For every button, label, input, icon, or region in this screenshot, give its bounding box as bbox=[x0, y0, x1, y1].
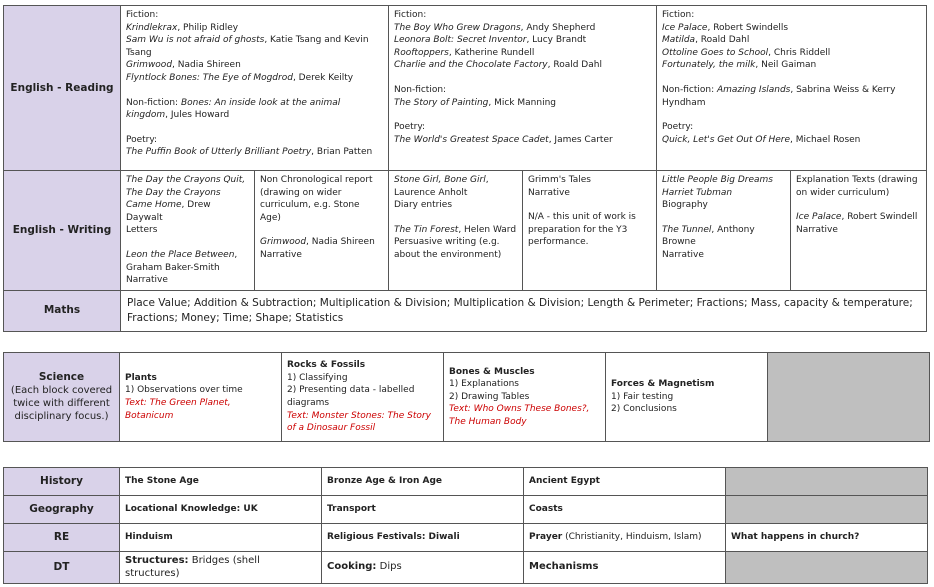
fiction-label: Fiction: bbox=[662, 10, 695, 20]
note: N/A - this unit of work is preparation for the Y3 performance. bbox=[528, 212, 636, 248]
book-title: Amazing Islands bbox=[716, 84, 791, 95]
maths-row bbox=[4, 290, 927, 331]
foundation-table bbox=[3, 467, 928, 584]
reading-col-3 bbox=[657, 6, 927, 171]
book-entry bbox=[394, 34, 651, 47]
nonfiction-label: Non-fiction: bbox=[126, 97, 181, 108]
science-block-rocks bbox=[282, 353, 444, 442]
empty-cell bbox=[768, 353, 930, 442]
history-row bbox=[4, 468, 928, 496]
re-label: RE bbox=[4, 524, 120, 552]
fiction-label: Fiction: bbox=[394, 10, 427, 20]
topic-cell: Hinduism bbox=[120, 524, 322, 552]
book-title: Little People Big Dreams Harriet Tubman bbox=[662, 175, 773, 198]
book-title: Grimwood bbox=[260, 237, 307, 248]
book-title: The World's Greatest Space Cadet bbox=[394, 134, 549, 145]
focus-item: 1) Fair testing bbox=[611, 391, 674, 402]
nonfiction-label: Non-fiction: bbox=[662, 84, 717, 95]
book-entry bbox=[394, 97, 651, 110]
book-entry bbox=[394, 134, 651, 147]
topic-detail: (Christianity, Hinduism, Islam) bbox=[562, 532, 702, 543]
fiction-label: Fiction: bbox=[126, 10, 159, 20]
book-title: Fortunately, the milk bbox=[662, 60, 756, 71]
science-row bbox=[4, 353, 930, 442]
book-author: , Anthony Browne bbox=[662, 224, 755, 248]
writing-cell-6 bbox=[791, 171, 927, 291]
book-title: The Story of Painting bbox=[394, 97, 489, 108]
empty-cell bbox=[726, 552, 928, 584]
focus-item: 1) Explanations bbox=[449, 379, 519, 390]
writing-cell-5 bbox=[657, 171, 791, 291]
book-title: Rooftoppers bbox=[394, 47, 449, 58]
geography-row bbox=[4, 496, 928, 524]
book-entry bbox=[126, 34, 383, 59]
book-author: , Sabrina Weiss & Kerry Hyndham bbox=[662, 84, 896, 108]
geography-label: Geography bbox=[4, 496, 120, 524]
science-block-bones bbox=[444, 353, 606, 442]
book-title: Leonora Bolt: Secret Inventor bbox=[394, 35, 527, 46]
block-text: Text: Who Owns These Bones?, The Human Body bbox=[449, 404, 590, 427]
empty-cell bbox=[726, 496, 928, 524]
book-title: Ice Palace bbox=[796, 212, 842, 223]
topic-cell: Locational Knowledge: UK bbox=[120, 496, 322, 524]
book-title: Stone Girl, Bone Girl bbox=[394, 175, 486, 185]
book-author: , Brian Patten bbox=[311, 147, 373, 158]
genre: Explanation Texts (drawing on wider curriculum) bbox=[796, 175, 918, 198]
topic-cell: What happens in church? bbox=[726, 524, 928, 552]
book-author: , Philip Ridley bbox=[177, 22, 239, 33]
topic-cell bbox=[120, 552, 322, 584]
book-title: Matilda bbox=[662, 35, 696, 46]
science-block-forces bbox=[606, 353, 768, 442]
book-title: The Boy Who Grew Dragons bbox=[394, 22, 521, 33]
book-author: , Michael Rosen bbox=[790, 134, 861, 145]
book-title: Ice Palace bbox=[662, 22, 708, 33]
book-title: Grimm's Tales bbox=[528, 175, 591, 185]
reading-col-1 bbox=[121, 6, 389, 171]
writing-cell-1 bbox=[121, 171, 255, 291]
book-entry bbox=[662, 47, 921, 60]
history-label: History bbox=[4, 468, 120, 496]
science-label-cell bbox=[4, 353, 120, 442]
re-row bbox=[4, 524, 928, 552]
writing-row bbox=[4, 171, 927, 291]
genre: Biography bbox=[662, 200, 708, 211]
writing-label: English - Writing bbox=[4, 171, 121, 291]
book-title: Grimwood bbox=[126, 60, 173, 71]
topic-cell: Mechanisms bbox=[524, 552, 726, 584]
focus-item: 2) Presenting data - labelled diagrams bbox=[287, 385, 415, 408]
book-author: , Katie Tsang and Kevin Tsang bbox=[126, 35, 369, 58]
reading-label: English - Reading bbox=[4, 6, 121, 171]
topic-cell bbox=[524, 524, 726, 552]
book-entry bbox=[126, 146, 383, 159]
book-author: , Derek Keilty bbox=[292, 72, 354, 83]
book-entry bbox=[394, 59, 651, 72]
book-entry bbox=[662, 34, 921, 47]
book-author: , Roald Dahl bbox=[695, 35, 750, 46]
book-author: , Helen Ward bbox=[458, 224, 517, 235]
topic-detail: Bridges (shell structures) bbox=[125, 555, 260, 579]
block-text: Text: The Green Planet, Botanicum bbox=[125, 398, 231, 421]
book-author: , Jules Howard bbox=[165, 110, 230, 121]
book-title: Ottoline Goes to School bbox=[662, 47, 769, 58]
topic-title: Prayer bbox=[529, 532, 563, 543]
book-author: , Lucy Brandt bbox=[526, 35, 587, 46]
book-entry bbox=[126, 72, 383, 85]
book-author: , Robert Swindells bbox=[707, 22, 789, 33]
poetry-label: Poetry: bbox=[394, 122, 426, 133]
book-title: Krindlekrax bbox=[126, 22, 178, 33]
book-title: Leon the Place Between bbox=[126, 249, 235, 260]
dt-row bbox=[4, 552, 928, 584]
science-subtitle: (Each block covered twice with different disciplinary focus.) bbox=[10, 384, 113, 422]
focus-item: 2) Drawing Tables bbox=[449, 391, 530, 402]
science-block-plants bbox=[120, 353, 282, 442]
focus-item: 1) Observations over time bbox=[125, 385, 243, 396]
genre: Diary entries bbox=[394, 200, 453, 211]
genre: Narrative bbox=[528, 187, 570, 198]
book-title: Charlie and the Chocolate Factory bbox=[394, 60, 548, 71]
writing-cell-2 bbox=[255, 171, 389, 291]
book-entry bbox=[662, 84, 921, 109]
book-title: Flyntlock Bones: The Eye of Mogdrod bbox=[126, 72, 293, 83]
book-author: , Neil Gaiman bbox=[755, 60, 817, 71]
genre: Non Chronological report (drawing on wider curriculum, e.g. Stone Age) bbox=[260, 175, 373, 223]
block-title: Bones & Muscles bbox=[449, 366, 535, 377]
maths-units: Place Value; Addition & Subtraction; Multiplication & Division; Multiplication & Division; Length & Perimeter; Fractions; Mass, capacity & temperature; Fractions; Money; Time; Shape; Statistics bbox=[121, 290, 927, 331]
book-title: Quick, Let's Get Out Of Here bbox=[662, 134, 791, 145]
poetry-label: Poetry: bbox=[126, 134, 158, 145]
topic-cell: Religious Festivals: Diwali bbox=[322, 524, 524, 552]
book-entry bbox=[126, 59, 383, 72]
maths-label: Maths bbox=[4, 290, 121, 331]
genre: Narrative bbox=[260, 249, 302, 260]
book-entry bbox=[662, 134, 921, 147]
reading-col-2 bbox=[389, 6, 657, 171]
book-title: The Day the Crayons Quit, The Day the Crayons Came Home bbox=[126, 175, 246, 211]
writing-cell-3 bbox=[389, 171, 523, 291]
topic-detail: Dips bbox=[376, 561, 402, 573]
book-title: Sam Wu is not afraid of ghosts bbox=[126, 35, 265, 46]
topic-cell: Bronze Age & Iron Age bbox=[322, 468, 524, 496]
book-author: , Chris Riddell bbox=[768, 47, 831, 58]
reading-row bbox=[4, 6, 927, 171]
book-entry bbox=[662, 59, 921, 72]
genre: Letters bbox=[126, 225, 158, 236]
science-label: Science bbox=[38, 371, 85, 384]
book-title: Bones: An inside look at the animal kingdom bbox=[126, 97, 341, 121]
focus-item: 2) Conclusions bbox=[611, 404, 677, 415]
poetry-label: Poetry: bbox=[662, 122, 694, 133]
book-title: The Tin Forest bbox=[394, 224, 459, 235]
book-author: , Mick Manning bbox=[488, 97, 556, 108]
dt-label: DT bbox=[4, 552, 120, 584]
english-maths-table bbox=[3, 5, 927, 332]
genre: Narrative bbox=[126, 275, 168, 286]
book-author: , Nadia Shireen bbox=[172, 60, 241, 71]
topic-cell: The Stone Age bbox=[120, 468, 322, 496]
genre: Narrative bbox=[796, 224, 838, 235]
book-title: The Puffin Book of Utterly Brilliant Poetry bbox=[126, 147, 312, 158]
book-author: , Laurence Anholt bbox=[394, 175, 489, 198]
genre: Persuasive writing (e.g. about the environment) bbox=[394, 237, 502, 260]
book-author: , Roald Dahl bbox=[547, 60, 602, 71]
writing-cell-4 bbox=[523, 171, 657, 291]
book-author: , Graham Baker-Smith bbox=[126, 249, 238, 273]
book-entry bbox=[394, 47, 651, 60]
topic-cell: Transport bbox=[322, 496, 524, 524]
science-table bbox=[3, 352, 930, 442]
book-title: The Tunnel bbox=[662, 224, 712, 235]
book-entry bbox=[394, 22, 651, 35]
book-entry bbox=[662, 22, 921, 35]
focus-item: 1) Classifying bbox=[287, 372, 348, 383]
book-author: , Andy Shepherd bbox=[520, 22, 596, 33]
block-text: Text: Monster Stones: The Story of a Dinosaur Fossil bbox=[287, 410, 431, 434]
empty-cell bbox=[726, 468, 928, 496]
book-author: , Robert Swindell bbox=[841, 212, 918, 223]
block-title: Plants bbox=[125, 372, 157, 383]
block-title: Forces & Magnetism bbox=[611, 379, 715, 390]
book-entry bbox=[126, 97, 383, 122]
book-author: , James Carter bbox=[548, 134, 613, 145]
genre: Narrative bbox=[662, 249, 704, 260]
topic-title: Structures: bbox=[125, 555, 189, 566]
block-title: Rocks & Fossils bbox=[287, 360, 366, 371]
book-author: , Katherine Rundell bbox=[448, 47, 535, 58]
book-entry bbox=[126, 22, 383, 35]
book-author: , Drew Daywalt bbox=[126, 200, 211, 223]
topic-cell: Coasts bbox=[524, 496, 726, 524]
topic-cell bbox=[322, 552, 524, 584]
nonfiction-label: Non-fiction: bbox=[394, 84, 447, 95]
topic-cell: Ancient Egypt bbox=[524, 468, 726, 496]
book-author: , Nadia Shireen bbox=[306, 237, 375, 248]
topic-title: Cooking: bbox=[327, 561, 377, 573]
